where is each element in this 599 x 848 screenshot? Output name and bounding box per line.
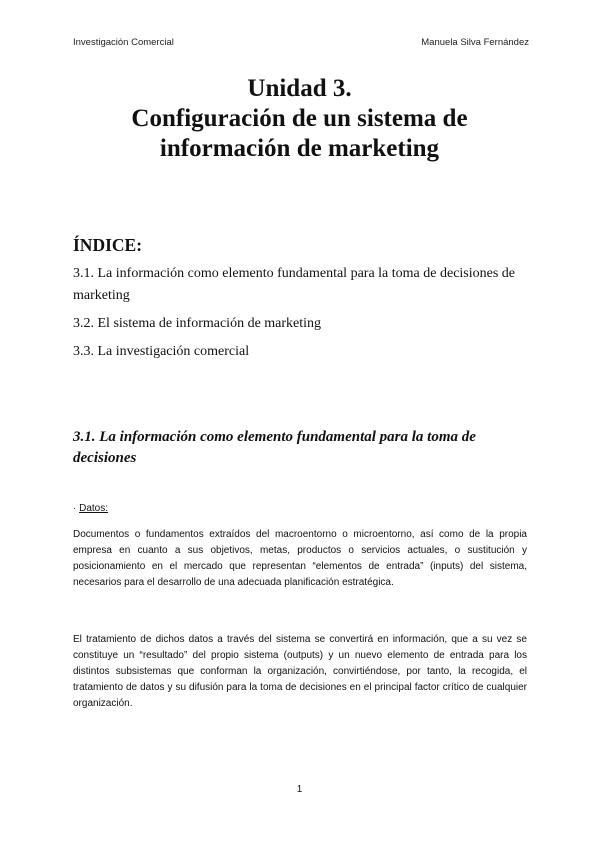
title-line-1: Unidad 3.	[247, 75, 352, 102]
document-title	[0, 74, 599, 164]
title-line-3: información de marketing	[159, 135, 440, 162]
header-left-text: Investigación Comercial	[73, 37, 174, 48]
index-heading: ÍNDICE:	[73, 235, 143, 255]
datos-label-line	[73, 503, 108, 514]
index-item-3-1: 3.1. La información como elemento fundamental para la toma de decisiones de marketing	[73, 266, 516, 303]
section-title: 3.1. La información como elemento fundamental para la toma de decisiones	[73, 429, 476, 466]
index-item-3-2: 3.2. El sistema de información de marketing	[73, 316, 322, 331]
paragraph-1: Documentos o fundamentos extraídos del macroentorno o microentorno, así como de la propia empresa en cuanto a sus objetivos, metas, productos o servicios actuales, o sustitución y posicionamiento en el mercado que representan “elementos de entrada” (inputs) del sistema, necesarios para el desarrollo de una adecuada planificación estratégica.	[73, 529, 527, 588]
page-number: 1	[296, 784, 303, 795]
title-line-2: Configuración de un sistema de	[131, 105, 468, 132]
index-item-3-3: 3.3. La investigación comercial	[73, 344, 250, 359]
paragraph-2: El tratamiento de dichos datos a través del sistema se convertirá en información, que a su vez se constituye un “resultado” del propio sistema (outputs) y un nuevo elemento de entrada para los distintos subsistemas que conforman la organización, convirtiéndose, por tanto, la recogida, el tratamiento de datos y su difusión para la toma de decisiones en el principal factor crítico de cualquier organización.	[73, 634, 527, 709]
datos-label: Datos:	[79, 503, 109, 514]
header-right-text: Manuela Silva Fernández	[421, 37, 529, 48]
datos-bullet: ·	[73, 503, 80, 514]
